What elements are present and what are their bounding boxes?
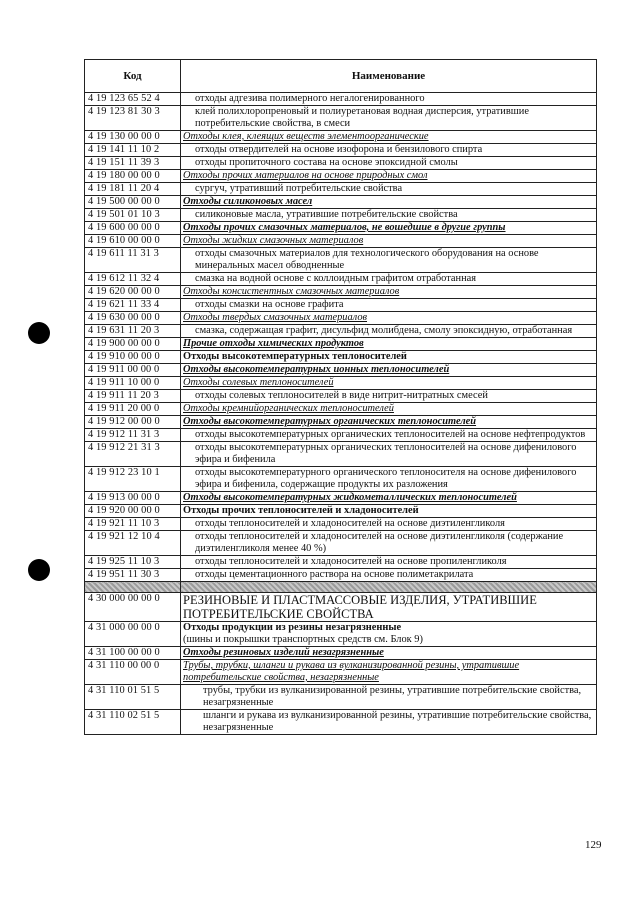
row-name: Отходы солевых теплоносителей xyxy=(181,377,597,390)
row-name: отходы смазочных материалов для технологического оборудования на основе минеральных масел обводненные xyxy=(181,248,597,273)
row-code: 4 19 910 00 00 0 xyxy=(85,351,181,364)
punch-hole-bottom xyxy=(28,559,50,581)
table-row xyxy=(85,556,597,569)
row-code: 4 19 920 00 00 0 xyxy=(85,505,181,518)
row-code: 4 19 951 11 30 3 xyxy=(85,569,181,582)
row-code: 4 19 151 11 39 3 xyxy=(85,157,181,170)
table-row xyxy=(85,710,597,735)
row-code: 4 19 621 11 33 4 xyxy=(85,299,181,312)
page-number: 129 xyxy=(585,839,602,851)
table-row xyxy=(85,131,597,144)
table-row xyxy=(85,660,597,685)
row-note: (шины и покрышки транспортных средств см. Блок 9) xyxy=(183,634,423,645)
column-header-code: Код xyxy=(85,60,181,93)
row-name: Отходы кремнийорганических теплоносителей xyxy=(181,403,597,416)
row-name: отходы отвердителей на основе изофорона и бензилового спирта xyxy=(181,144,597,157)
table-row xyxy=(85,467,597,492)
row-name: Отходы консистентных смазочных материалов xyxy=(181,286,597,299)
table-header-row xyxy=(85,60,597,93)
row-code: 4 19 500 00 00 0 xyxy=(85,196,181,209)
table-row xyxy=(85,183,597,196)
row-code: 4 31 110 02 51 5 xyxy=(85,710,181,735)
row-name: отходы солевых теплоносителей в виде нитрит-нитратных смесей xyxy=(181,390,597,403)
row-name: отходы высокотемпературных органических теплоносителей на основе дифенилового эфира и бифенила xyxy=(181,442,597,467)
row-name: Отходы высокотемпературных ионных теплоносителей xyxy=(181,364,597,377)
row-code: 4 31 110 00 00 0 xyxy=(85,660,181,685)
table-row xyxy=(85,144,597,157)
row-name: клей полихлоропреновый и полиуретановая водная дисперсия, утратившие потребительские свойства, в смеси xyxy=(181,106,597,131)
row-name: силиконовые масла, утратившие потребительские свойства xyxy=(181,209,597,222)
row-code: 4 19 141 11 10 2 xyxy=(85,144,181,157)
row-code: 4 19 925 11 10 3 xyxy=(85,556,181,569)
row-code: 4 19 912 00 00 0 xyxy=(85,416,181,429)
table-row xyxy=(85,248,597,273)
table-row xyxy=(85,170,597,183)
table-row xyxy=(85,106,597,131)
row-name: шланги и рукава из вулканизированной резины, утратившие потребительские свойства, незагрязненные xyxy=(181,710,597,735)
row-name: Отходы резиновых изделий незагрязненные xyxy=(181,647,597,660)
table-row xyxy=(85,390,597,403)
row-name: отходы цементационного раствора на основе полиметакрилата xyxy=(181,569,597,582)
table-row xyxy=(85,338,597,351)
table-row xyxy=(85,196,597,209)
row-code: 4 19 911 20 00 0 xyxy=(85,403,181,416)
table-row xyxy=(85,518,597,531)
row-name: Отходы твердых смазочных материалов xyxy=(181,312,597,325)
row-code: 4 19 911 10 00 0 xyxy=(85,377,181,390)
table-row xyxy=(85,235,597,248)
row-name: Трубы, трубки, шланги и рукава из вулканизированной резины, утратившие потребительские свойства, незагрязненные xyxy=(181,660,597,685)
row-code: 4 19 123 81 30 3 xyxy=(85,106,181,131)
row-code: 4 19 181 11 20 4 xyxy=(85,183,181,196)
row-name: отходы высокотемпературных органических теплоносителей на основе нефтепродуктов xyxy=(181,429,597,442)
row-code: 4 19 911 11 20 3 xyxy=(85,390,181,403)
row-name: отходы теплоносителей и хладоносителей на основе диэтиленгликоля (содержание диэтиленгликоля менее 40 %) xyxy=(181,531,597,556)
row-code: 4 19 921 12 10 4 xyxy=(85,531,181,556)
row-name: Отходы прочих теплоносителей и хладоносителей xyxy=(181,505,597,518)
waste-classifier-table xyxy=(84,59,597,735)
punch-hole-top xyxy=(28,322,50,344)
divider-cell xyxy=(85,582,181,593)
row-name: отходы пропиточного состава на основе эпоксидной смолы xyxy=(181,157,597,170)
table-row xyxy=(85,505,597,518)
row-name: сургуч, утративший потребительские свойства xyxy=(181,183,597,196)
table-row xyxy=(85,299,597,312)
table-row xyxy=(85,93,597,106)
row-code: 4 19 180 00 00 0 xyxy=(85,170,181,183)
table-row xyxy=(85,685,597,710)
table-row xyxy=(85,622,597,647)
row-code: 4 19 912 23 10 1 xyxy=(85,467,181,492)
row-code: 4 31 110 01 51 5 xyxy=(85,685,181,710)
table-row xyxy=(85,492,597,505)
row-code: 4 19 501 01 10 3 xyxy=(85,209,181,222)
row-code: 4 19 620 00 00 0 xyxy=(85,286,181,299)
divider-cell xyxy=(181,582,597,593)
row-code: 4 19 630 00 00 0 xyxy=(85,312,181,325)
row-name: Отходы жидких смазочных материалов xyxy=(181,235,597,248)
table-row xyxy=(85,351,597,364)
row-code: 4 19 610 00 00 0 xyxy=(85,235,181,248)
row-code: 4 19 631 11 20 3 xyxy=(85,325,181,338)
table-row xyxy=(85,593,597,622)
row-name: отходы смазки на основе графита xyxy=(181,299,597,312)
table-row xyxy=(85,364,597,377)
row-name: Отходы высокотемпературных жидкометаллических теплоносителей xyxy=(181,492,597,505)
table-row xyxy=(85,647,597,660)
table-row xyxy=(85,429,597,442)
table-row xyxy=(85,442,597,467)
row-name: Отходы силиконовых масел xyxy=(181,196,597,209)
table-row xyxy=(85,222,597,235)
row-code: 4 19 123 65 52 4 xyxy=(85,93,181,106)
row-code: 4 19 612 11 32 4 xyxy=(85,273,181,286)
row-name: Отходы высокотемпературных органических теплоносителей xyxy=(181,416,597,429)
row-name: Отходы прочих смазочных материалов, не вошедшие в другие группы xyxy=(181,222,597,235)
row-code: 4 19 611 11 31 3 xyxy=(85,248,181,273)
row-code: 4 19 130 00 00 0 xyxy=(85,131,181,144)
section-divider-band xyxy=(85,582,597,593)
row-name: Прочие отходы химических продуктов xyxy=(181,338,597,351)
row-code: 4 19 912 21 31 3 xyxy=(85,442,181,467)
row-name: Отходы продукции из резины незагрязненные xyxy=(183,622,402,633)
row-name: смазка на водной основе с коллоидным графитом отработанная xyxy=(181,273,597,286)
table-row xyxy=(85,569,597,582)
table-row xyxy=(85,286,597,299)
table-row xyxy=(85,312,597,325)
table-row xyxy=(85,377,597,390)
table-row xyxy=(85,273,597,286)
row-code: 4 19 900 00 00 0 xyxy=(85,338,181,351)
table-row xyxy=(85,416,597,429)
row-code: 4 31 000 00 00 0 xyxy=(85,622,181,647)
row-name: отходы адгезива полимерного негалогенированного xyxy=(181,93,597,106)
row-name: отходы теплоносителей и хладоносителей на основе диэтиленгликоля xyxy=(181,518,597,531)
row-code: 4 31 100 00 00 0 xyxy=(85,647,181,660)
column-header-name: Наименование xyxy=(181,60,597,93)
row-code: 4 19 913 00 00 0 xyxy=(85,492,181,505)
row-name: отходы высокотемпературного органического теплоносителя на основе дифенилового эфира и бифенила, содержащие продукты их разложения xyxy=(181,467,597,492)
table-row xyxy=(85,209,597,222)
row-code: 4 19 600 00 00 0 xyxy=(85,222,181,235)
row-name: Отходы прочих материалов на основе природных смол xyxy=(181,170,597,183)
row-name: трубы, трубки из вулканизированной резины, утратившие потребительские свойства, незагрязненные xyxy=(181,685,597,710)
row-name: РЕЗИНОВЫЕ И ПЛАСТМАССОВЫЕ ИЗДЕЛИЯ, УТРАТИВШИЕ ПОТРЕБИТЕЛЬСКИЕ СВОЙСТВА xyxy=(181,593,597,622)
row-name: Отходы высокотемпературных теплоносителей xyxy=(181,351,597,364)
table-row xyxy=(85,403,597,416)
row-code: 4 30 000 00 00 0 xyxy=(85,593,181,622)
row-name: отходы теплоносителей и хладоносителей на основе пропиленгликоля xyxy=(181,556,597,569)
table-row xyxy=(85,157,597,170)
row-name: смазка, содержащая графит, дисульфид молибдена, смолу эпоксидную, отработанная xyxy=(181,325,597,338)
row-code: 4 19 912 11 31 3 xyxy=(85,429,181,442)
row-code: 4 19 921 11 10 3 xyxy=(85,518,181,531)
row-name: Отходы клея, клеящих веществ элементоорганические xyxy=(181,131,597,144)
table-row xyxy=(85,325,597,338)
row-code: 4 19 911 00 00 0 xyxy=(85,364,181,377)
table-row xyxy=(85,531,597,556)
